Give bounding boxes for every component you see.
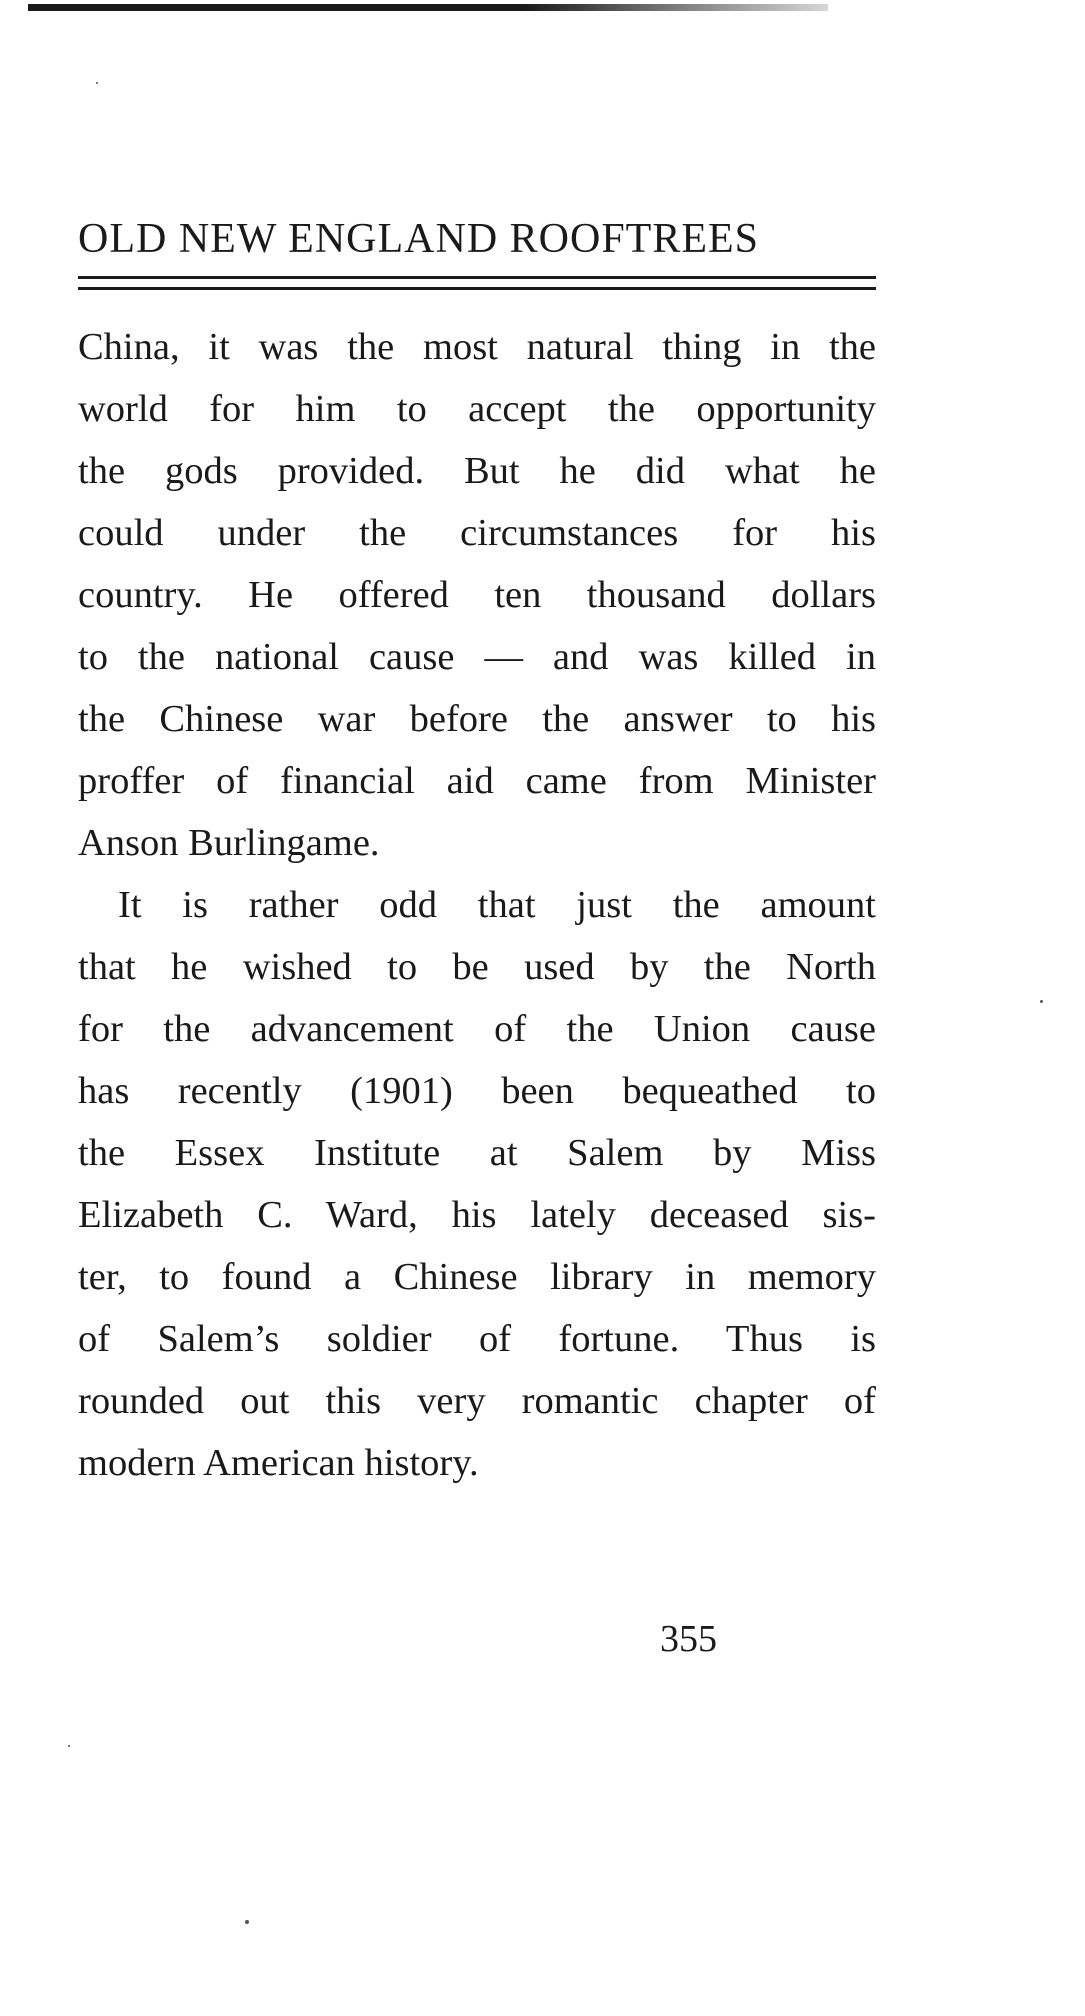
text-line: for the advancement of the Union cause (78, 1008, 876, 1050)
text-line: world for him to accept the opportunity (78, 388, 876, 430)
paragraph-2 (78, 874, 876, 1494)
text-line: could under the circumstances for his (78, 512, 876, 554)
text-line: Anson Burlingame. (78, 822, 380, 864)
text-line: country. He offered ten thousand dollars (78, 574, 876, 616)
text-line: modern American history. (78, 1442, 479, 1484)
running-head: OLD NEW ENGLAND ROOFTREES (78, 216, 760, 262)
text-line: the Chinese war before the answer to his (78, 698, 876, 740)
scan-speck (96, 82, 98, 84)
text-line: that he wished to be used by the North (78, 946, 876, 988)
text-line: ter, to found a Chinese library in memory (78, 1256, 876, 1298)
text-line: It is rather odd that just the amount (118, 884, 876, 926)
text-line: rounded out this very romantic chapter of (78, 1380, 876, 1422)
text-line: Elizabeth C. Ward, his lately deceased sis- (78, 1194, 876, 1236)
text-line: China, it was the most natural thing in the (78, 326, 876, 368)
text-line: the Essex Institute at Salem by Miss (78, 1132, 876, 1174)
top-edge-rule (28, 4, 828, 11)
scan-speck (68, 1745, 70, 1747)
text-line: the gods provided. But he did what he (78, 450, 876, 492)
header-double-rule (78, 276, 876, 290)
paragraph-1 (78, 316, 876, 874)
text-line: to the national cause — and was killed in (78, 636, 876, 678)
scan-speck (1040, 1000, 1043, 1003)
text-line: has recently (1901) been bequeathed to (78, 1070, 876, 1112)
body-text (78, 316, 876, 1494)
page-number: 355 (660, 1618, 717, 1660)
text-line: proffer of financial aid came from Minister (78, 760, 876, 802)
text-line: of Salem’s soldier of fortune. Thus is (78, 1318, 876, 1360)
scan-speck (245, 1920, 249, 1924)
